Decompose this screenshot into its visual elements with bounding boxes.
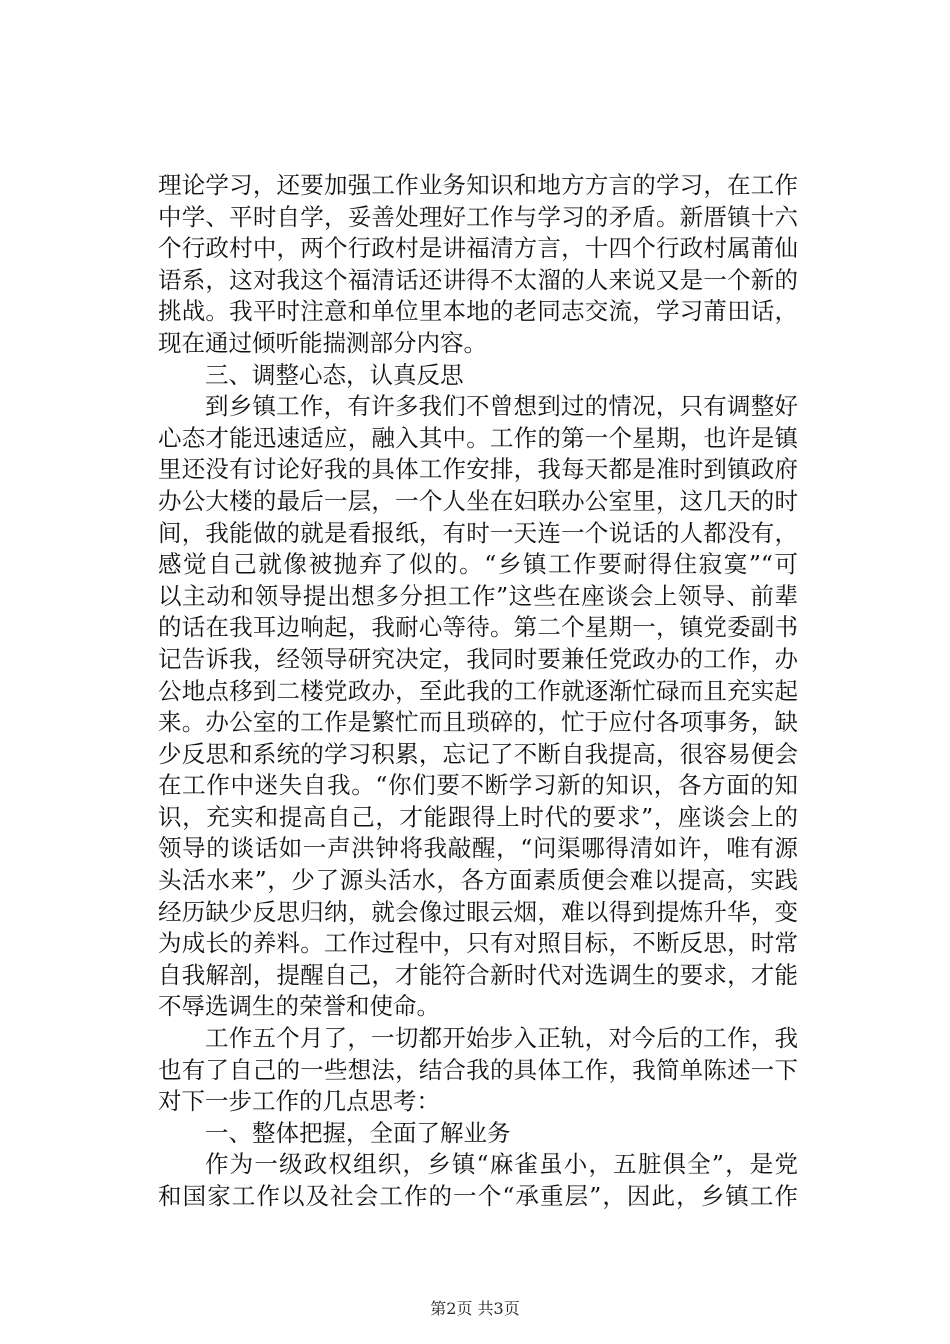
text-line: 中学、平时自学，妥善处理好工作与学习的矛盾。新厝镇十六	[158, 202, 798, 231]
text-line: 里还没有讨论好我的具体工作安排，我每天都是准时到镇政府	[158, 455, 798, 484]
text-line: 三、调整心态，认真反思	[205, 360, 464, 389]
text-line: 公地点移到二楼党政办，至此我的工作就逐渐忙碌而且充实起	[158, 676, 798, 705]
text-line: 挑战。我平时注意和单位里本地的老同志交流，学习莆田话，	[158, 297, 798, 326]
text-line: 在工作中迷失自我。“你们要不断学习新的知识，各方面的知	[158, 771, 798, 800]
text-line: 经历缺少反思归纳，就会像过眼云烟，难以得到提炼升华，变	[158, 897, 798, 926]
text-line: 个行政村中，两个行政村是讲福清方言，十四个行政村属莆仙	[158, 234, 798, 263]
text-line: 为成长的养料。工作过程中，只有对照目标，不断反思，时常	[158, 929, 798, 958]
text-line: 少反思和系统的学习积累，忘记了不断自我提高，很容易便会	[158, 739, 798, 768]
text-line: 办公大楼的最后一层，一个人坐在妇联办公室里，这几天的时	[158, 486, 798, 515]
text-line: 自我解剖，提醒自己，才能符合新时代对选调生的要求，才能	[158, 960, 798, 989]
text-line: 心态才能迅速适应，融入其中。工作的第一个星期，也许是镇	[158, 423, 798, 452]
text-line: 领导的谈话如一声洪钟将我敲醒，“问渠哪得清如许，唯有源	[158, 834, 798, 863]
text-line: 到乡镇工作，有许多我们不曾想到过的情况，只有调整好	[205, 392, 798, 421]
text-line: 以主动和领导提出想多分担工作”这些在座谈会上领导、前辈	[158, 581, 798, 610]
text-line: 记告诉我，经领导研究决定，我同时要兼任党政办的工作，办	[158, 644, 798, 673]
text-line: 和国家工作以及社会工作的一个“承重层”，因此，乡镇工作	[158, 1182, 798, 1210]
text-line: 现在通过倾听能揣测部分内容。	[158, 328, 487, 357]
text-line: 不辱选调生的荣誉和使命。	[158, 992, 440, 1021]
document-body	[158, 170, 798, 1213]
text-line: 一、整体把握，全面了解业务	[205, 1118, 511, 1147]
text-line: 语系，这对我这个福清话还讲得不太溜的人来说又是一个新的	[158, 265, 798, 294]
text-line: 感觉自己就像被抛弃了似的。“乡镇工作要耐得住寂寞”“可	[158, 550, 798, 579]
text-line: 对下一步工作的几点思考：	[158, 1087, 440, 1116]
text-line: 作为一级政权组织，乡镇“麻雀虽小，五脏俱全”，是党	[205, 1150, 798, 1179]
text-line: 的话在我耳边响起，我耐心等待。第二个星期一，镇党委副书	[158, 613, 798, 642]
text-line: 工作五个月了，一切都开始步入正轨，对今后的工作，我	[205, 1024, 798, 1053]
text-line: 也有了自己的一些想法，结合我的具体工作，我简单陈述一下	[158, 1055, 798, 1084]
page-footer: 第2页 共3页	[430, 1299, 520, 1318]
text-line: 间，我能做的就是看报纸，有时一天连一个说话的人都没有，	[158, 518, 798, 547]
text-line: 识，充实和提高自己，才能跟得上时代的要求”，座谈会上的	[158, 802, 798, 831]
text-line: 来。办公室的工作是繁忙而且琐碎的，忙于应付各项事务，缺	[158, 708, 798, 737]
text-line: 头活水来”，少了源头活水，各方面素质便会难以提高，实践	[158, 866, 798, 895]
text-line: 理论学习，还要加强工作业务知识和地方方言的学习，在工作	[158, 171, 798, 199]
